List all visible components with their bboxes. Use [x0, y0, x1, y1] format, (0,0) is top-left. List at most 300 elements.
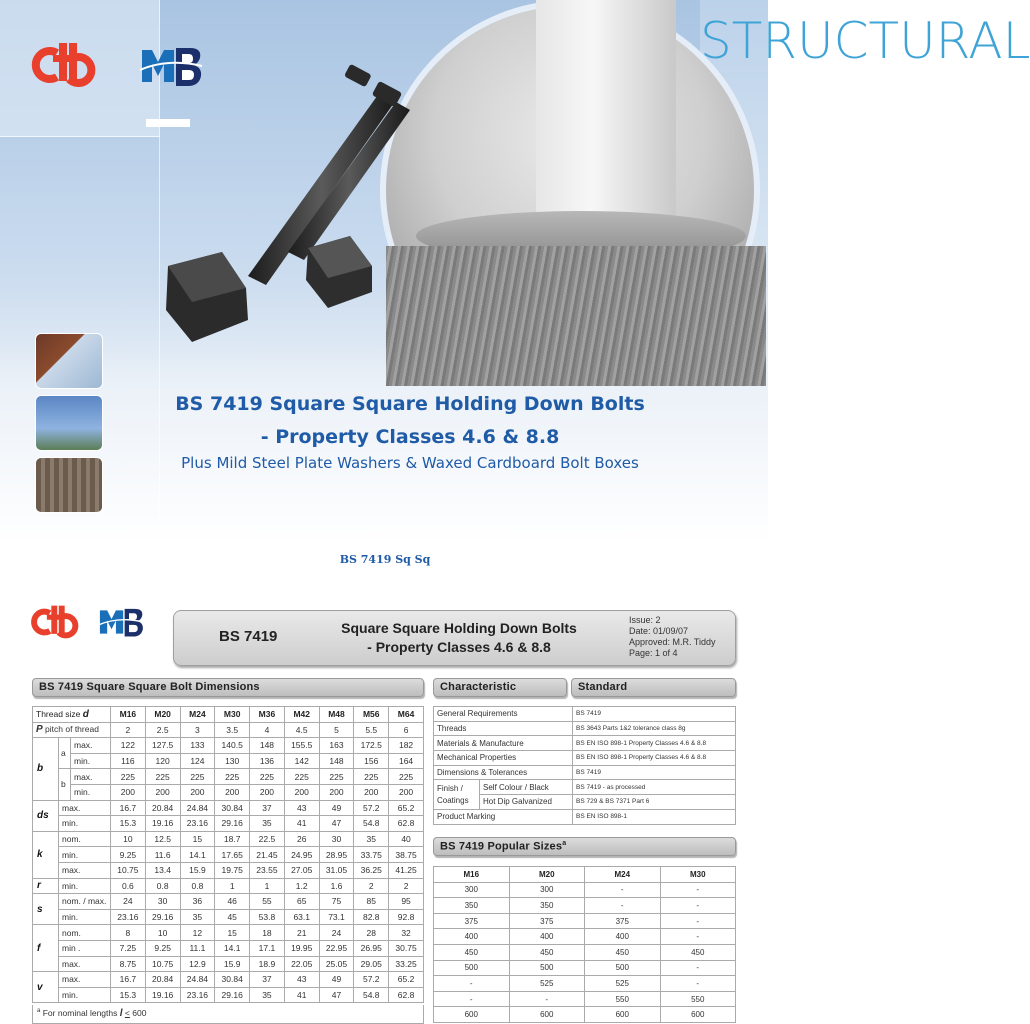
header-date: Date: 01/09/07 [629, 626, 689, 636]
dim-cell: 62.8 [389, 987, 424, 1003]
dim-cell: 20.84 [145, 800, 180, 816]
dim-cell: 46 [215, 894, 250, 910]
popular-cell: 400 [585, 929, 661, 945]
dim-cell: 5.5 [354, 722, 389, 738]
dim-cell: 122 [111, 738, 146, 754]
size-header: M56 [354, 707, 389, 723]
dim-cell: 30.84 [215, 800, 250, 816]
thread-size-label-cell [33, 707, 111, 723]
standard-cell: BS 7419 - as processed [573, 780, 736, 795]
dim-cell: 200 [284, 784, 319, 800]
dim-cell: 225 [319, 769, 354, 785]
dim-cell: 225 [215, 769, 250, 785]
table-row [33, 847, 424, 863]
popular-cell: 600 [660, 1007, 736, 1023]
f-symbol: f [33, 925, 59, 972]
dim-cell: 1.6 [319, 878, 354, 894]
min-label: min. [59, 909, 111, 925]
dim-cell: 85 [354, 894, 389, 910]
dim-cell: 15.9 [215, 956, 250, 972]
dim-cell: 54.8 [354, 987, 389, 1003]
dim-cell: 41 [284, 816, 319, 832]
dim-cell: 36.25 [354, 862, 389, 878]
dim-cell: 200 [111, 784, 146, 800]
b-symbol: b [33, 738, 59, 800]
dim-cell: 30.84 [215, 972, 250, 988]
footnote-operator: < [124, 1008, 130, 1018]
footnote-mark: a [37, 1008, 41, 1015]
wind-turbine-thumbnail [35, 395, 103, 451]
table-row [33, 831, 424, 847]
dim-cell: 120 [145, 753, 180, 769]
popular-cell: 500 [434, 960, 510, 976]
max-label: max. [59, 862, 111, 878]
popular-cell: - [434, 991, 510, 1007]
footnote-text: For nominal lengths [42, 1008, 118, 1018]
dim-cell: 37 [250, 800, 285, 816]
table-row [434, 765, 736, 780]
popular-cell: 350 [509, 898, 585, 914]
dim-cell: 21 [284, 925, 319, 941]
dim-cell: 7.25 [111, 940, 146, 956]
size-header: M36 [250, 707, 285, 723]
characteristic-cell: Materials & Manufacture [434, 736, 573, 751]
dim-cell: 12.9 [180, 956, 215, 972]
dim-cell: 37 [250, 972, 285, 988]
steel-structure-thumbnail [35, 333, 103, 389]
popular-cell: 450 [509, 944, 585, 960]
table-row [33, 862, 424, 878]
popular-cell: - [660, 929, 736, 945]
dim-cell: 24.95 [284, 847, 319, 863]
ctb-logo [33, 41, 103, 89]
dim-cell: 2 [111, 722, 146, 738]
dim-cell: 35 [250, 816, 285, 832]
dim-cell: 65 [284, 894, 319, 910]
finish-option-self-colour: Self Colour / Black [480, 780, 573, 795]
table-row [33, 956, 424, 972]
standard-cell: BS EN ISO 898-1 Property Classes 4.6 & 8.8 [573, 736, 736, 751]
popular-cell: 525 [509, 976, 585, 992]
table-row [434, 882, 736, 898]
dim-cell: 148 [319, 753, 354, 769]
size-header: M24 [180, 707, 215, 723]
size-header: M30 [215, 707, 250, 723]
min-label: min. [59, 878, 111, 894]
dim-cell: 24 [111, 894, 146, 910]
popular-cell: 450 [585, 944, 661, 960]
datasheet-header [173, 610, 736, 666]
dim-cell: 10.75 [145, 956, 180, 972]
dim-cell: 2.5 [145, 722, 180, 738]
table-row [33, 925, 424, 941]
dim-cell: 16.7 [111, 972, 146, 988]
document-code: BS 7419 Sq Sq [339, 553, 431, 566]
popular-size-header: M30 [660, 867, 736, 883]
dim-cell: 27.05 [284, 862, 319, 878]
popular-sizes-heading-text: BS 7419 Popular Sizes [440, 840, 563, 853]
dim-cell: 116 [111, 753, 146, 769]
popular-cell: - [585, 882, 661, 898]
dim-cell: 30 [319, 831, 354, 847]
header-issue: Issue: 2 [629, 615, 661, 625]
table-row [434, 1007, 736, 1023]
dim-cell: 142 [284, 753, 319, 769]
dim-cell: 75 [319, 894, 354, 910]
dim-cell: 92.8 [389, 909, 424, 925]
dim-cell: 25.05 [319, 956, 354, 972]
popular-cell: - [434, 976, 510, 992]
table-row [434, 707, 736, 722]
dim-cell: 225 [284, 769, 319, 785]
dim-cell: 26.95 [354, 940, 389, 956]
dim-cell: 0.8 [145, 878, 180, 894]
pitch-label: pitch of thread [45, 724, 99, 735]
standard-cell: BS 7419 [573, 765, 736, 780]
size-header: M64 [389, 707, 424, 723]
dim-cell: 35 [180, 909, 215, 925]
v-symbol: v [33, 972, 59, 1003]
popular-cell: 525 [585, 976, 661, 992]
dim-cell: 33.75 [354, 847, 389, 863]
dim-cell: 155.5 [284, 738, 319, 754]
popular-cell: 300 [509, 882, 585, 898]
dim-cell: 11.1 [180, 940, 215, 956]
characteristic-cell: Dimensions & Tolerances [434, 765, 573, 780]
dim-cell: 15 [180, 831, 215, 847]
dim-cell: 8 [111, 925, 146, 941]
dim-cell: 9.25 [111, 847, 146, 863]
dim-cell: 19.16 [145, 987, 180, 1003]
standard-cell: BS EN ISO 898-1 Property Classes 4.6 & 8.8 [573, 751, 736, 766]
dim-cell: 156 [354, 753, 389, 769]
dim-cell: 24.84 [180, 972, 215, 988]
characteristic-cell: General Requirements [434, 707, 573, 722]
dim-cell: 18 [250, 925, 285, 941]
dim-cell: 29.16 [215, 987, 250, 1003]
table-row [434, 976, 736, 992]
header-title-line2: - Property Classes 4.6 & 8.8 [367, 639, 551, 655]
dim-cell: 17.65 [215, 847, 250, 863]
table-row [434, 944, 736, 960]
dim-cell: 136 [250, 753, 285, 769]
dim-cell: 21.45 [250, 847, 285, 863]
nom-label: nom. [59, 925, 111, 941]
dim-cell: 200 [319, 784, 354, 800]
min-label: min. [71, 753, 111, 769]
dim-cell: 55 [250, 894, 285, 910]
standard-cell: BS EN ISO 898-1 [573, 809, 736, 824]
steel-deck-thumbnail [35, 457, 103, 513]
dim-cell: 23.55 [250, 862, 285, 878]
dim-cell: 14.1 [180, 847, 215, 863]
dim-cell: 8.75 [111, 956, 146, 972]
b-variant-b: b [59, 769, 71, 800]
min-label: min . [59, 940, 111, 956]
popular-cell: - [660, 913, 736, 929]
r-symbol: r [33, 878, 59, 894]
dimensions-footnote [32, 1005, 424, 1024]
dimensions-table [32, 706, 424, 1003]
dimensions-heading: BS 7419 Square Square Bolt Dimensions [32, 678, 424, 697]
dim-cell: 47 [319, 987, 354, 1003]
dim-cell: 20.84 [145, 972, 180, 988]
dim-cell: 225 [250, 769, 285, 785]
popular-cell: - [660, 882, 736, 898]
dim-cell: 1 [215, 878, 250, 894]
popular-sizes-footnote-mark: a [562, 840, 567, 847]
table-row [434, 809, 736, 824]
dim-cell: 140.5 [215, 738, 250, 754]
max-label: max. [59, 956, 111, 972]
dim-cell: 31.05 [319, 862, 354, 878]
dim-cell: 18.9 [250, 956, 285, 972]
table-row [33, 894, 424, 910]
table-row [33, 909, 424, 925]
popular-cell: - [660, 898, 736, 914]
dim-cell: 225 [111, 769, 146, 785]
dim-cell: 164 [389, 753, 424, 769]
dim-cell: 26 [284, 831, 319, 847]
dim-cell: 133 [180, 738, 215, 754]
table-row [434, 898, 736, 914]
table-row [33, 878, 424, 894]
dim-cell: 4 [250, 722, 285, 738]
table-row [33, 972, 424, 988]
popular-size-header: M16 [434, 867, 510, 883]
dim-cell: 57.2 [354, 800, 389, 816]
dim-cell: 62.8 [389, 816, 424, 832]
table-row [434, 960, 736, 976]
dim-cell: 19.16 [145, 816, 180, 832]
dim-cell: 3 [180, 722, 215, 738]
dim-cell: 1 [250, 878, 285, 894]
popular-size-header: M20 [509, 867, 585, 883]
dim-cell: 3.5 [215, 722, 250, 738]
popular-sizes-table [433, 866, 736, 1023]
dim-cell: 130 [215, 753, 250, 769]
nom-label: nom. [59, 831, 111, 847]
dim-cell: 22.05 [284, 956, 319, 972]
k-symbol: k [33, 831, 59, 878]
dim-cell: 23.16 [180, 987, 215, 1003]
min-label: min. [59, 987, 111, 1003]
dim-cell: 65.2 [389, 800, 424, 816]
dim-cell: 225 [354, 769, 389, 785]
cover-title-line2: - Property Classes 4.6 & 8.8 [260, 426, 560, 448]
dim-cell: 12 [180, 925, 215, 941]
table-row [434, 751, 736, 766]
dim-cell: 225 [389, 769, 424, 785]
dim-cell: 95 [389, 894, 424, 910]
dim-cell: 4.5 [284, 722, 319, 738]
popular-cell: - [660, 976, 736, 992]
dim-cell: 49 [319, 972, 354, 988]
header-standard-code: BS 7419 [219, 628, 278, 645]
popular-cell: 375 [434, 913, 510, 929]
table-row [33, 784, 424, 800]
header-approved: Approved: M.R. Tiddy [629, 637, 716, 647]
table-row [434, 929, 736, 945]
min-label: min. [71, 784, 111, 800]
popular-cell: 400 [509, 929, 585, 945]
finish-option-galvanized: Hot Dip Galvanized [480, 795, 573, 810]
table-row [434, 913, 736, 929]
dim-cell: 200 [389, 784, 424, 800]
dim-cell: 33.25 [389, 956, 424, 972]
dim-cell: 15.9 [180, 862, 215, 878]
popular-cell: 500 [509, 960, 585, 976]
size-header: M42 [284, 707, 319, 723]
pitch-label-cell [33, 722, 111, 738]
standard-heading: Standard [571, 678, 736, 697]
dim-cell: 35 [250, 987, 285, 1003]
standard-cell: BS 729 & BS 7371 Part 6 [573, 795, 736, 810]
dim-cell: 10 [111, 831, 146, 847]
table-row [33, 753, 424, 769]
cover-divider-horizontal [0, 136, 160, 137]
pitch-symbol: P [36, 724, 43, 736]
thread-size-symbol: d [82, 708, 89, 720]
popular-cell: 550 [585, 991, 661, 1007]
dim-cell: 28.95 [319, 847, 354, 863]
cover-title-line1: BS 7419 Square Square Holding Down Bolts [175, 393, 645, 415]
popular-cell: 550 [660, 991, 736, 1007]
dim-cell: 23.16 [111, 909, 146, 925]
min-label: min. [59, 847, 111, 863]
b-variant-a: a [59, 738, 71, 769]
table-row [434, 991, 736, 1007]
table-row [33, 816, 424, 832]
table-row [33, 940, 424, 956]
dim-cell: 65.2 [389, 972, 424, 988]
max-label: max. [71, 769, 111, 785]
table-row [434, 721, 736, 736]
dim-cell: 11.6 [145, 847, 180, 863]
table-row [434, 795, 736, 810]
dim-cell: 225 [180, 769, 215, 785]
thread-size-label: Thread size [36, 708, 81, 719]
dim-cell: 10 [145, 925, 180, 941]
size-header: M48 [319, 707, 354, 723]
header-title-line1: Square Square Holding Down Bolts [341, 620, 577, 636]
dim-cell: 13.4 [145, 862, 180, 878]
min-label: min. [59, 816, 111, 832]
table-row [434, 736, 736, 751]
dim-cell: 225 [145, 769, 180, 785]
table-row [33, 987, 424, 1003]
dim-cell: 29.05 [354, 956, 389, 972]
dim-cell: 15.3 [111, 987, 146, 1003]
standard-cell: BS 7419 [573, 707, 736, 722]
dim-cell: 73.1 [319, 909, 354, 925]
popular-cell: - [585, 898, 661, 914]
dim-cell: 22.5 [250, 831, 285, 847]
header-title [324, 619, 594, 657]
square-bolts-image [158, 80, 428, 350]
dim-cell: 49 [319, 800, 354, 816]
popular-cell: 500 [585, 960, 661, 976]
dim-cell: 32 [389, 925, 424, 941]
table-row [33, 738, 424, 754]
dim-cell: 172.5 [354, 738, 389, 754]
table-row [434, 780, 736, 795]
popular-cell: 450 [660, 944, 736, 960]
dim-cell: 200 [250, 784, 285, 800]
dim-cell: 19.95 [284, 940, 319, 956]
dim-cell: 0.8 [180, 878, 215, 894]
popular-cell: 600 [434, 1007, 510, 1023]
dim-cell: 82.8 [354, 909, 389, 925]
dim-cell: 14.1 [215, 940, 250, 956]
dim-cell: 40 [389, 831, 424, 847]
ds-symbol: ds [33, 800, 59, 831]
popular-cell: 300 [434, 882, 510, 898]
dim-cell: 24 [319, 925, 354, 941]
dim-cell: 9.25 [145, 940, 180, 956]
max-label: max. [59, 800, 111, 816]
nom-max-label: nom. / max. [59, 894, 111, 910]
dim-cell: 45 [215, 909, 250, 925]
dim-cell: 22.95 [319, 940, 354, 956]
dim-cell: 30 [145, 894, 180, 910]
dim-cell: 12.5 [145, 831, 180, 847]
dim-cell: 15 [215, 925, 250, 941]
header-document-meta [629, 615, 716, 659]
dim-cell: 41 [284, 987, 319, 1003]
header-page: Page: 1 of 4 [629, 648, 678, 658]
dim-cell: 2 [389, 878, 424, 894]
popular-size-header: M24 [585, 867, 661, 883]
structural-side-word: STRUCTURAL [700, 12, 1030, 70]
dim-cell: 200 [180, 784, 215, 800]
characteristic-cell: Mechanical Properties [434, 751, 573, 766]
dim-cell: 148 [250, 738, 285, 754]
characteristic-cell: Product Marking [434, 809, 573, 824]
standard-cell: BS 3643 Parts 1&2 tolerance class 8g [573, 721, 736, 736]
dim-cell: 54.8 [354, 816, 389, 832]
dim-cell: 127.5 [145, 738, 180, 754]
table-row [33, 800, 424, 816]
popular-cell: 600 [509, 1007, 585, 1023]
max-label: max. [71, 738, 111, 754]
dim-cell: 200 [145, 784, 180, 800]
dim-cell: 23.16 [180, 816, 215, 832]
dim-cell: 0.6 [111, 878, 146, 894]
dim-cell: 57.2 [354, 972, 389, 988]
dim-cell: 38.75 [389, 847, 424, 863]
ctb-logo-small [32, 604, 84, 640]
dim-cell: 63.1 [284, 909, 319, 925]
mb-logo-small [97, 604, 145, 640]
footnote-value: 600 [132, 1008, 147, 1018]
finish-label: Finish / Coatings [434, 780, 480, 809]
table-row [33, 707, 424, 723]
dim-cell: 124 [180, 753, 215, 769]
table-row [434, 867, 736, 883]
characteristic-heading: Characteristic [433, 678, 567, 697]
dim-cell: 16.7 [111, 800, 146, 816]
dim-cell: 15.3 [111, 816, 146, 832]
s-symbol: s [33, 894, 59, 925]
dim-cell: 18.7 [215, 831, 250, 847]
popular-cell: - [660, 960, 736, 976]
popular-sizes-heading [433, 837, 736, 856]
dim-cell: 53.8 [250, 909, 285, 925]
table-row [33, 769, 424, 785]
footnote-length-symbol: l [119, 1008, 123, 1019]
popular-cell: 375 [585, 913, 661, 929]
